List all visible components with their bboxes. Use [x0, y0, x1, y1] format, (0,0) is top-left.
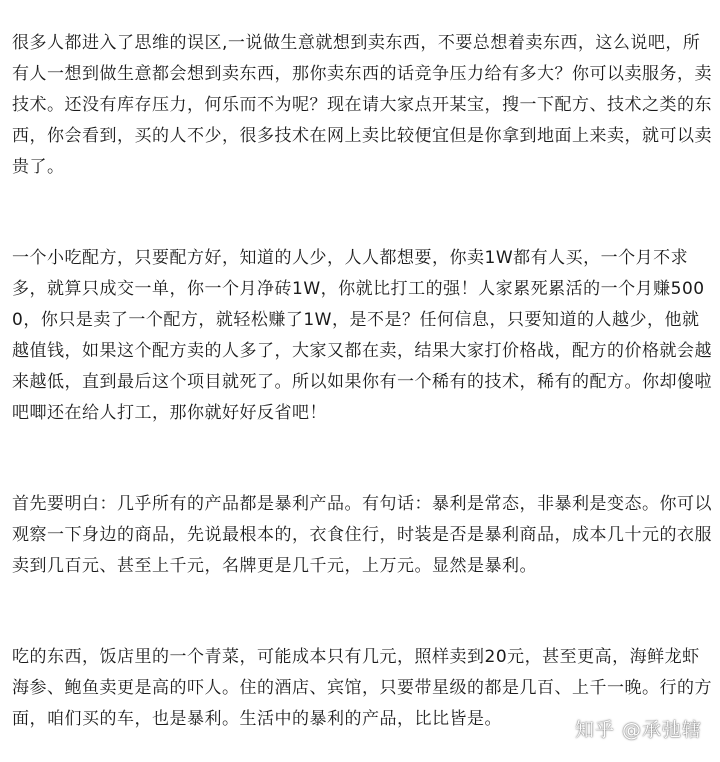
paragraph-4: 吃的东西，饭店里的一个青菜，可能成本只有几元，照样卖到20元，甚至更高，海鲜龙虾海参、鲍鱼卖更是高的吓人。住的酒店、宾馆，只要带星级的都是几百、上千一晚。行的方面，咱们买的车，也是暴利。生活中的暴利的产品，比比皆是。 [12, 647, 712, 729]
paragraph-1: 很多人都进入了思维的误区,一说做生意就想到卖东西，不要总想着卖东西，这么说吧，所有人一想到做生意都会想到卖东西，那你卖东西的话竞争压力给有多大？你可以卖服务，卖技术。还没有库存压力，何乐而不为呢？现在请大家点开某宝，搜一下配方、技术之类的东西，你会看到，买的人不少，很多技术在网上卖比较便宜但是你拿到地面上来卖，就可以卖贵了。 [12, 33, 712, 177]
zhihu-watermark: 知乎 @承弛辖 [574, 719, 702, 741]
article-body [12, 28, 712, 735]
paragraph-3: 首先要明白：几乎所有的产品都是暴利产品。有句话：暴利是常态，非暴利是变态。你可以观察一下身边的商品，先说最根本的，衣食住行，时装是否是暴利商品，成本几十元的衣服卖到几百元、甚至上千元，名牌更是几千元，上万元。显然是暴利。 [12, 494, 712, 576]
paragraph-2: 一个小吃配方，只要配方好，知道的人少，人人都想要，你卖1W都有人买，一个月不求多，就算只成交一单，你一个月净砖1W，你就比打工的强！人家累死累活的一个月赚5000，你只是卖了一个配方，就轻松赚了1W，是不是？任何信息，只要知道的人越少，他就越值钱，如果这个配方卖的人多了，大家又都在卖，结果大家打价格战，配方的价格就会越来越低，直到最后这个项目就死了。所以如果你有一个稀有的技术，稀有的配方。你却傻啦吧唧还在给人打工，那你就好好反省吧！ [12, 248, 712, 423]
